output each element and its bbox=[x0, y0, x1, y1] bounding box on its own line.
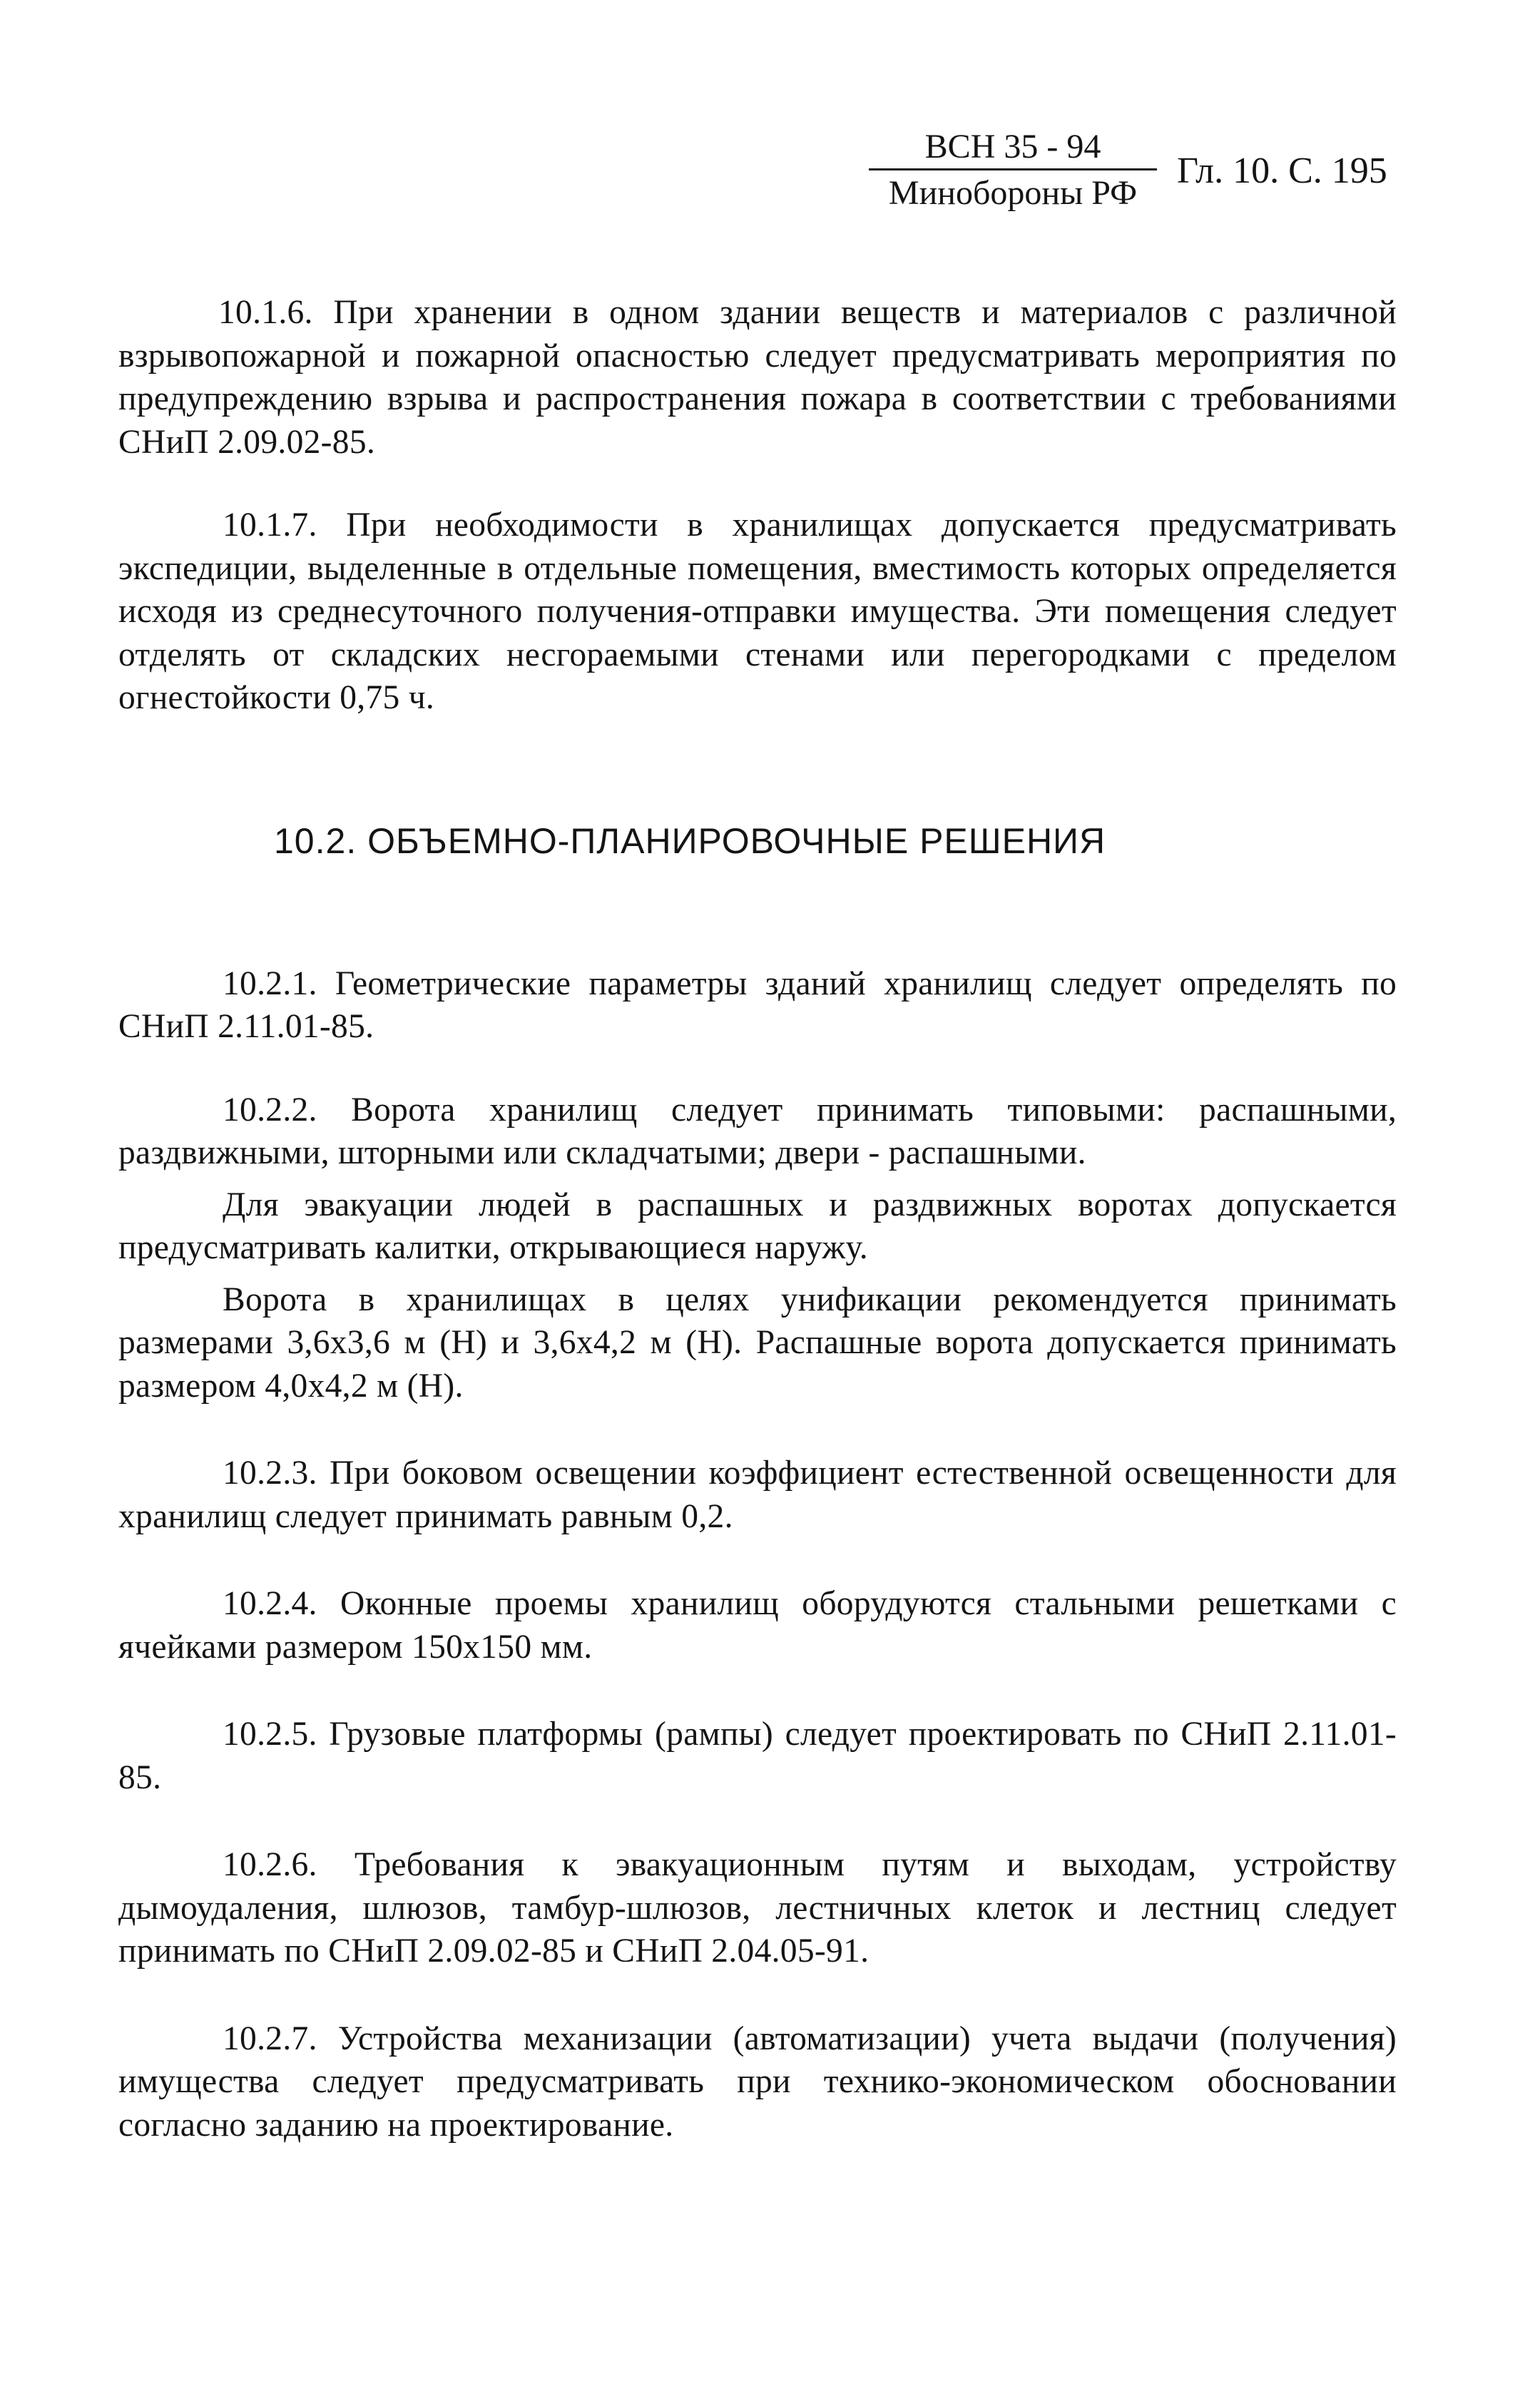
clause-10-2-4: 10.2.4. Оконные проемы хранилищ оборудуются стальными решетками с ячейками размером 150х150 мм. bbox=[118, 1585, 1397, 1666]
clause-10-2-7: 10.2.7. Устройства механизации (автоматизации) учета выдачи (получения) имущества следует предусматривать при технико-экономическом обосновании согласно заданию на проектирование. bbox=[118, 2019, 1397, 2144]
chapter-page-reference: Гл. 10. С. 195 bbox=[1177, 151, 1387, 191]
section-heading: 10.2. ОБЪЕМНО-ПЛАНИРОВОЧНЫЕ РЕШЕНИЯ bbox=[274, 820, 1106, 861]
clause-10-2-5: 10.2.5. Грузовые платформы (рампы) следует проектировать по СНиП 2.11.01-85. bbox=[118, 1716, 1397, 1796]
document-organization: Минобороны РФ bbox=[888, 174, 1138, 212]
document-header bbox=[869, 127, 1157, 213]
document-code: ВСН 35 - 94 bbox=[869, 127, 1157, 170]
clause-10-1-7: 10.1.7. При необходимости в хранилищах допускается предусматривать экспедиции, выделенные в отдельные помещения, вместимость которых определяется исходя из среднесуточного получения-отправки имущества. Эти помещения следует отделять от складских несгораемыми стенами или перегородками с пределом огнестойкости 0,75 ч. bbox=[118, 506, 1397, 716]
clause-10-2-1: 10.2.1. Геометрические параметры зданий хранилищ следует определять по СНиП 2.11.01-85. bbox=[118, 964, 1397, 1045]
clause-10-2-3: 10.2.3. При боковом освещении коэффициент естественной освещенности для хранилищ следует принимать равным 0,2. bbox=[118, 1455, 1397, 1535]
document-body bbox=[118, 291, 1397, 2146]
clause-10-1-6: 10.1.6. При хранении в одном здании веществ и материалов с различной взрывопожарной и пожарной опасностью следует предусматривать мероприятия по предупреждению взрыва и распространения пожара в соответствии с требованиями СНиП 2.09.02-85. bbox=[118, 294, 1397, 461]
clause-10-2-2: 10.2.2. Ворота хранилищ следует принимать типовыми: распашными, раздвижными, шторными или складчатыми; двери - распашными. bbox=[118, 1091, 1397, 1171]
clause-10-2-6: 10.2.6. Требования к эвакуационным путям и выходам, устройству дымоудаления, шлюзов, тамбур-шлюзов, лестничных клеток и лестниц следует принимать по СНиП 2.09.02-85 и СНиП 2.04.05-91. bbox=[118, 1846, 1397, 1970]
clause-10-2-2-gate-sizes: Ворота в хранилищах в целях унификации рекомендуется принимать размерами 3,6х3,6 м (Н) и 3,6х4,2 м (Н). Распашные ворота допускается принимать размером 4,0х4,2 м (Н). bbox=[118, 1280, 1397, 1405]
clause-10-2-2-evacuation: Для эвакуации людей в распашных и раздвижных воротах допускается предусматривать калитки, открывающиеся наружу. bbox=[118, 1186, 1397, 1266]
